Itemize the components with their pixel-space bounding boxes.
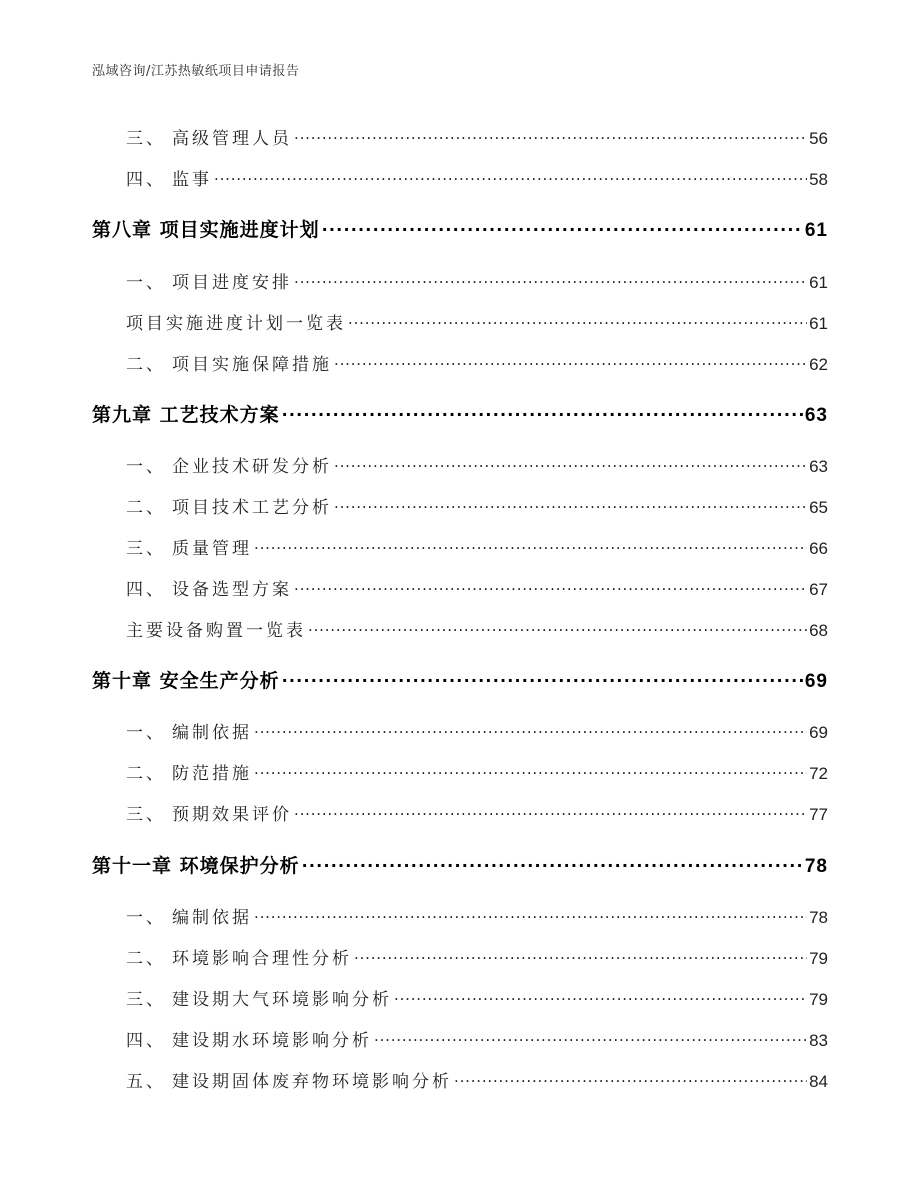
toc-entry[interactable] (126, 759, 828, 784)
dot-leader (322, 217, 803, 236)
dot-leader (254, 721, 807, 738)
dot-leader (282, 668, 803, 687)
toc-entry-title: 项目实施进度计划一览表 (126, 314, 346, 334)
toc-entry-label (126, 718, 252, 743)
toc-entry[interactable] (126, 452, 828, 477)
toc-table-entry[interactable] (126, 616, 828, 641)
toc-entry-page: 83 (809, 1031, 828, 1050)
toc-entry-page: 79 (809, 990, 828, 1009)
toc-entry-page: 58 (809, 170, 828, 189)
dot-leader (334, 353, 807, 370)
toc-entry-number: 四、 (126, 170, 166, 190)
toc-entry[interactable] (126, 1026, 828, 1051)
page-header: 泓域咨询/江苏热敏纸项目申请报告 (92, 64, 300, 79)
toc-chapter-page: 61 (804, 220, 828, 241)
dot-leader (302, 853, 803, 872)
toc-entry-label (126, 165, 212, 190)
toc-entry-number: 四、 (126, 580, 166, 600)
toc-entry-label (126, 124, 292, 149)
toc-entry-number: 二、 (126, 355, 166, 375)
toc-entry-number: 三、 (126, 990, 166, 1010)
toc-entry[interactable] (126, 350, 828, 375)
dot-leader (374, 1029, 807, 1046)
toc-entry-page: 79 (809, 949, 828, 968)
toc-entry-number: 二、 (126, 949, 166, 969)
dot-leader (348, 312, 807, 329)
toc-entry-title: 设备选型方案 (172, 580, 292, 600)
toc-chapter-page: 78 (804, 856, 828, 877)
toc-entry[interactable] (126, 718, 828, 743)
toc-chapter[interactable] (92, 215, 828, 242)
toc-entry-title: 项目技术工艺分析 (172, 498, 332, 518)
toc-chapter-page: 63 (804, 405, 828, 426)
toc-entry[interactable] (126, 268, 828, 293)
dot-leader (282, 402, 803, 421)
toc-entry-page: 77 (809, 805, 828, 824)
toc-entry-title: 企业技术研发分析 (172, 457, 332, 477)
toc-chapter-title: 第九章 工艺技术方案 (92, 404, 280, 426)
toc-entry-title: 项目进度安排 (172, 273, 292, 293)
toc-entry-title: 主要设备购置一览表 (126, 621, 306, 641)
toc-entry-number: 五、 (126, 1072, 166, 1092)
toc-entry-number: 一、 (126, 457, 166, 477)
toc-entry[interactable] (126, 165, 828, 190)
toc-entry-page: 56 (809, 129, 828, 148)
toc-entry-label (126, 534, 252, 559)
toc-entry-label (126, 903, 252, 928)
toc-entry-page: 62 (809, 355, 828, 374)
toc-entry-label (126, 493, 332, 518)
dot-leader (254, 762, 807, 779)
toc-chapter[interactable] (92, 851, 828, 878)
toc-entry[interactable] (126, 534, 828, 559)
dot-leader (334, 455, 807, 472)
toc-chapter-page: 69 (804, 671, 828, 692)
toc-entry-title: 编制依据 (172, 908, 252, 928)
dot-leader (294, 803, 807, 820)
toc-entry-number: 四、 (126, 1031, 166, 1051)
toc-entry-page: 67 (809, 580, 828, 599)
toc-entry-label (126, 1067, 452, 1092)
toc-entry[interactable] (126, 903, 828, 928)
toc-chapter-title: 第十章 安全生产分析 (92, 670, 280, 692)
toc-entry[interactable] (126, 1067, 828, 1092)
dot-leader (254, 906, 807, 923)
dot-leader (354, 947, 807, 964)
toc-entry[interactable] (126, 124, 828, 149)
dot-leader (308, 619, 807, 636)
toc-entry-number: 二、 (126, 764, 166, 784)
toc-entry-label (126, 350, 332, 375)
toc-entry-page: 61 (809, 273, 828, 292)
toc-entry-title: 编制依据 (172, 723, 252, 743)
toc-entry-label (126, 759, 252, 784)
toc-entry-page: 68 (809, 621, 828, 640)
toc-chapter[interactable] (92, 666, 828, 693)
toc-entry-title: 高级管理人员 (172, 129, 292, 149)
toc-entry-label (126, 985, 392, 1010)
toc-entry-number: 一、 (126, 908, 166, 928)
toc-entry-page: 78 (809, 908, 828, 927)
toc-entry-number: 一、 (126, 273, 166, 293)
toc-chapter-title: 第八章 项目实施进度计划 (92, 219, 320, 241)
toc-entry-page: 66 (809, 539, 828, 558)
toc-entry-label (126, 800, 292, 825)
toc-chapter-title: 第十一章 环境保护分析 (92, 855, 300, 877)
toc-entry-label (126, 1026, 372, 1051)
toc-entry[interactable] (126, 985, 828, 1010)
dot-leader (334, 496, 807, 513)
toc-entry-number: 一、 (126, 723, 166, 743)
toc-entry-label (126, 575, 292, 600)
toc-entry-page: 61 (809, 314, 828, 333)
toc-entry-title: 建设期固体废弃物环境影响分析 (172, 1072, 452, 1092)
toc-entry-page: 69 (809, 723, 828, 742)
toc-entry-title: 防范措施 (172, 764, 252, 784)
toc-entry-number: 三、 (126, 129, 166, 149)
toc-entry-number: 二、 (126, 498, 166, 518)
toc-entry-title: 环境影响合理性分析 (172, 949, 352, 969)
dot-leader (214, 168, 807, 185)
toc-entry-label (126, 452, 332, 477)
toc-entry-title: 预期效果评价 (172, 805, 292, 825)
toc-entry-title: 建设期大气环境影响分析 (172, 990, 392, 1010)
dot-leader (394, 988, 807, 1005)
toc-entry-number: 三、 (126, 539, 166, 559)
toc-entry-title: 建设期水环境影响分析 (172, 1031, 372, 1051)
toc-entry-label (126, 944, 352, 969)
toc-entry[interactable] (126, 493, 828, 518)
dot-leader (294, 578, 807, 595)
dot-leader (454, 1070, 807, 1087)
dot-leader (294, 127, 807, 144)
toc-entry-page: 72 (809, 764, 828, 783)
toc-chapter[interactable] (92, 400, 828, 427)
toc-entry[interactable] (126, 575, 828, 600)
toc-entry[interactable] (126, 944, 828, 969)
toc-entry-title: 质量管理 (172, 539, 252, 559)
dot-leader (254, 537, 807, 554)
toc-entry[interactable] (126, 800, 828, 825)
toc-entry-label (126, 268, 292, 293)
toc-entry-number: 三、 (126, 805, 166, 825)
toc-entry-page: 84 (809, 1072, 828, 1091)
dot-leader (294, 271, 807, 288)
toc-table-entry[interactable] (126, 309, 828, 334)
toc-entry-title: 项目实施保障措施 (172, 355, 332, 375)
toc-entry-page: 63 (809, 457, 828, 476)
toc-entry-title: 监事 (172, 170, 212, 190)
toc-entry-page: 65 (809, 498, 828, 517)
